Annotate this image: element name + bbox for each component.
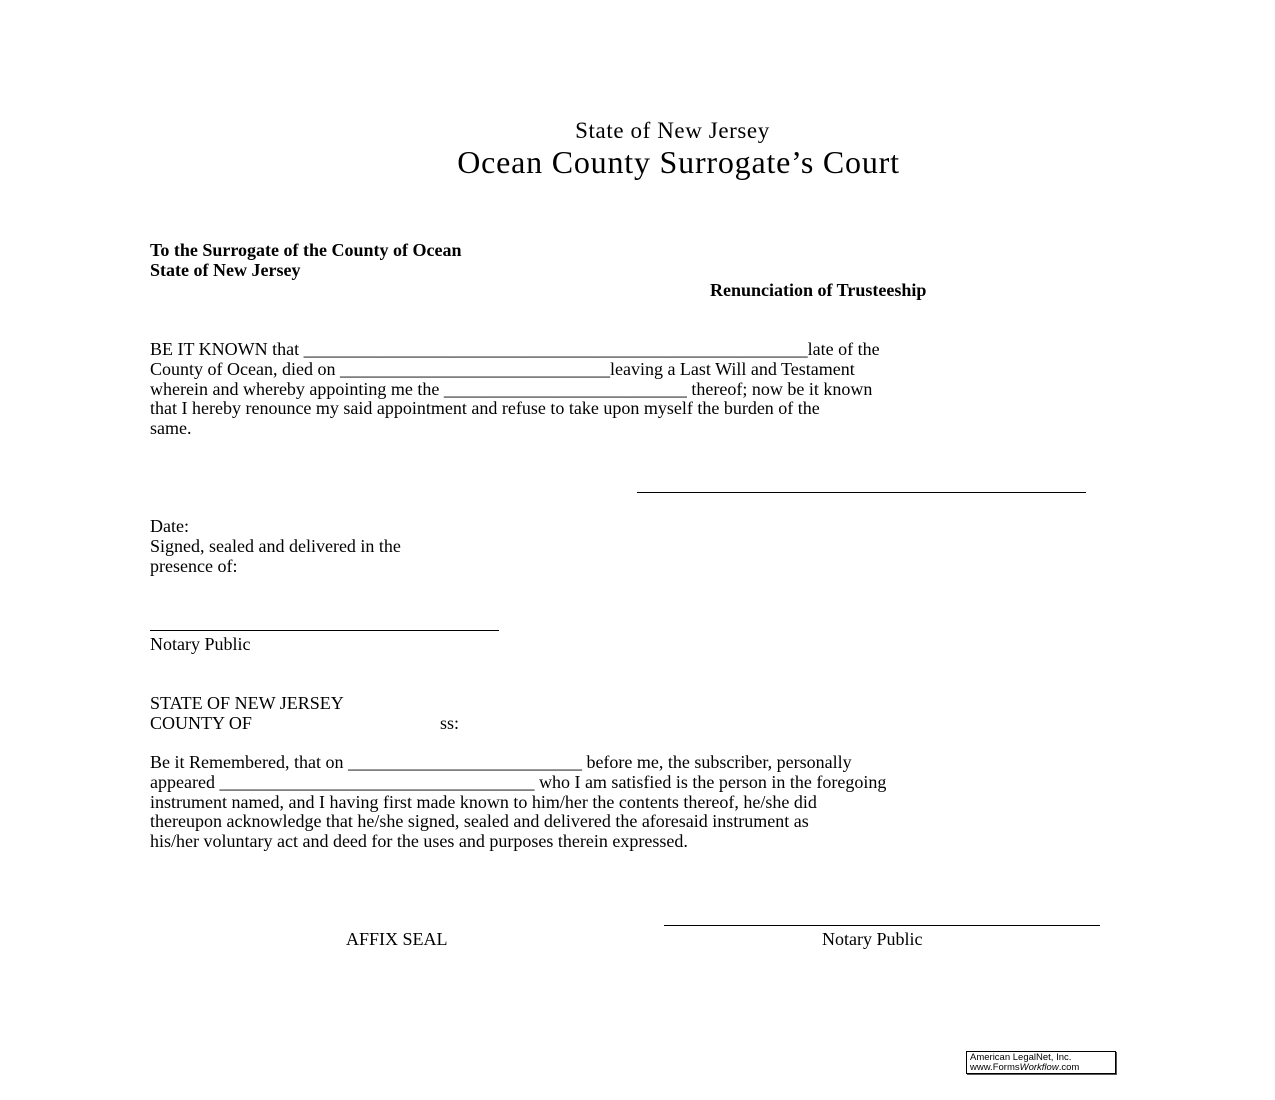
logo-line-2-italic: Workflow — [1019, 1062, 1059, 1073]
address-line-2: State of New Jersey — [150, 260, 301, 280]
address-line-1: To the Surrogate of the County of Ocean — [150, 240, 462, 260]
affix-seal-label: AFFIX SEAL — [346, 929, 448, 949]
body-line-3: wherein and whereby appointing me the ___________________________ thereof; now be it known — [150, 379, 873, 399]
notary-signature-line — [664, 925, 1100, 926]
ack-line-2: appeared ___________________________________ who I am satisfied is the person in the foregoing — [150, 772, 887, 792]
notary-public-label: Notary Public — [822, 929, 923, 949]
form-title: Renunciation of Trusteeship — [710, 280, 927, 300]
publisher-logo — [966, 1051, 1116, 1074]
body-line-4: that I hereby renounce my said appointment and refuse to take upon myself the burden of the — [150, 398, 820, 418]
venue-state: STATE OF NEW JERSEY — [150, 693, 344, 713]
body-line-2: County of Ocean, died on ______________________________leaving a Last Will and Testament — [150, 359, 855, 379]
logo-line-2-suffix: .com — [1058, 1062, 1080, 1073]
renouncer-signature-line — [637, 492, 1086, 493]
body-line-5: same. — [150, 418, 192, 438]
date-label: Date: — [150, 516, 189, 536]
ack-line-4: thereupon acknowledge that he/she signed, sealed and delivered the aforesaid instrument as — [150, 811, 809, 831]
witness-signature-line — [150, 630, 499, 631]
signed-line-1: Signed, sealed and delivered in the — [150, 536, 401, 556]
logo-line-1: American LegalNet, Inc. — [970, 1052, 1072, 1063]
venue-ss: ss: — [440, 713, 460, 733]
body-line-1: BE IT KNOWN that ________________________________________________________late of the — [150, 339, 880, 359]
header-court: Ocean County Surrogate’s Court — [457, 144, 900, 180]
ack-line-3: instrument named, and I having first made known to him/her the contents thereof, he/she did — [150, 792, 817, 812]
header-state: State of New Jersey — [575, 118, 770, 143]
venue-county: COUNTY OF — [150, 713, 252, 733]
logo-line-2 — [970, 1063, 1115, 1073]
signed-line-2: presence of: — [150, 556, 238, 576]
ack-line-1: Be it Remembered, that on __________________________ before me, the subscriber, personally — [150, 752, 852, 772]
logo-line-2-prefix: www.Forms — [970, 1062, 1020, 1073]
ack-line-5: his/her voluntary act and deed for the uses and purposes therein expressed. — [150, 831, 688, 851]
witness-notary-label: Notary Public — [150, 634, 251, 654]
